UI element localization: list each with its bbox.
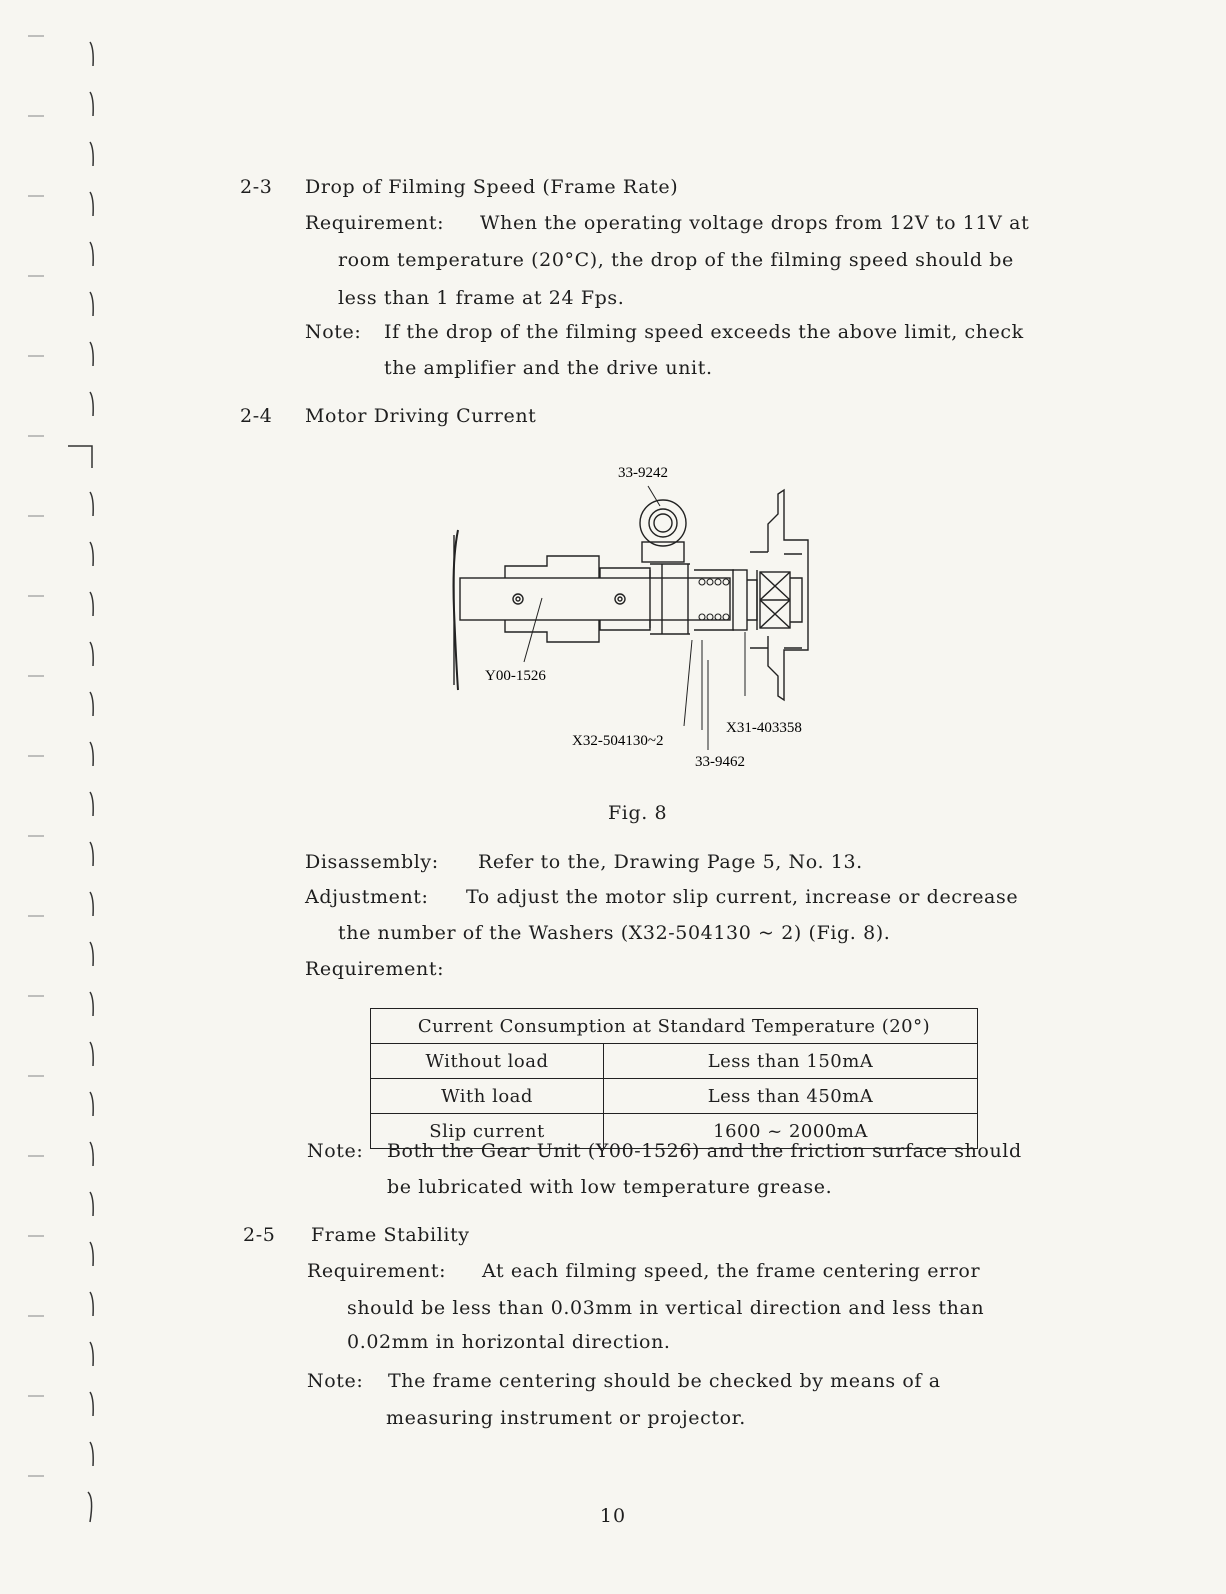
label-33-9242: 33-9242 [618,465,668,481]
table-cell-value: Less than 150mA [604,1044,978,1079]
s24-adjustment-label: Adjustment: [305,886,429,908]
section-2-5-number: 2-5 [243,1224,276,1246]
s25-requirement-line3: 0.02mm in horizontal direction. [347,1331,671,1353]
section-2-5-title: Frame Stability [311,1224,470,1246]
s23-note-line1: If the drop of the filming speed exceeds the above limit, check [384,321,1024,343]
s24-disassembly-label: Disassembly: [305,851,439,873]
table-row [371,1044,978,1079]
shaft-hole-right [615,594,625,604]
table-row [371,1079,978,1114]
section-2-4-title: Motor Driving Current [305,405,537,427]
s25-requirement-line1: At each filming speed, the frame centering error [482,1260,981,1282]
page-number: 10 [599,1505,627,1527]
table-cell-condition: With load [371,1079,604,1114]
washer-stack [733,570,747,630]
label-33-9462: 33-9462 [695,754,745,770]
label-X32-504130-2: X32-504130~2 [572,733,664,749]
table-header-row [371,1009,978,1044]
figure-caption: Fig. 8 [608,802,668,824]
shaft-hole-left [513,594,523,604]
motor-shaft [460,578,730,620]
s25-note-line2: measuring instrument or projector. [386,1407,746,1429]
s23-requirement-line3: less than 1 frame at 24 Fps. [338,287,625,309]
section-2-3-title: Drop of Filming Speed (Frame Rate) [305,176,679,198]
table-cell-value: 1600 ~ 2000mA [604,1114,978,1149]
s24-note-line1: Both the Gear Unit (Y00-1526) and the friction surface should [387,1140,1022,1162]
s24-note-line2: be lubricated with low temperature grease. [387,1176,833,1198]
s23-requirement-line1: When the operating voltage drops from 12V to 11V at [480,212,1030,234]
section-2-4-number: 2-4 [240,405,273,427]
s25-requirement-line2: should be less than 0.03mm in vertical direction and less than [347,1297,985,1319]
label-Y00-1526: Y00-1526 [485,668,546,684]
figure-8-motor-assembly [430,460,850,790]
section-2-3-number: 2-3 [240,176,273,198]
table-cell-condition: Slip current [371,1114,604,1149]
label-X31-403358: X31-403358 [726,720,802,736]
s24-adjustment-line2: the number of the Washers (X32-504130 ~ 2) (Fig. 8). [338,922,891,944]
current-consumption-table [370,1008,978,1149]
s23-note-line2: the amplifier and the drive unit. [384,357,713,379]
s23-requirement-line2: room temperature (20°C), the drop of the filming speed should be [338,249,1014,271]
s25-note-label: Note: [307,1370,364,1392]
s24-note-label: Note: [307,1140,364,1162]
table-header: Current Consumption at Standard Temperature (20°) [371,1009,978,1044]
s25-note-line1: The frame centering should be checked by means of a [388,1370,941,1392]
gear-mount [642,542,684,562]
binding-edge [0,0,110,1594]
table-cell-condition: Without load [371,1044,604,1079]
s24-requirement-label: Requirement: [305,958,445,980]
s24-adjustment-line1: To adjust the motor slip current, increase or decrease [466,886,1019,908]
s23-note-label: Note: [305,321,362,343]
table-cell-value: Less than 450mA [604,1079,978,1114]
s25-requirement-label: Requirement: [307,1260,447,1282]
spring-coils [699,579,729,620]
s24-disassembly-text: Refer to the, Drawing Page 5, No. 13. [478,851,863,873]
s23-requirement-label: Requirement: [305,212,445,234]
top-gear [640,500,686,546]
